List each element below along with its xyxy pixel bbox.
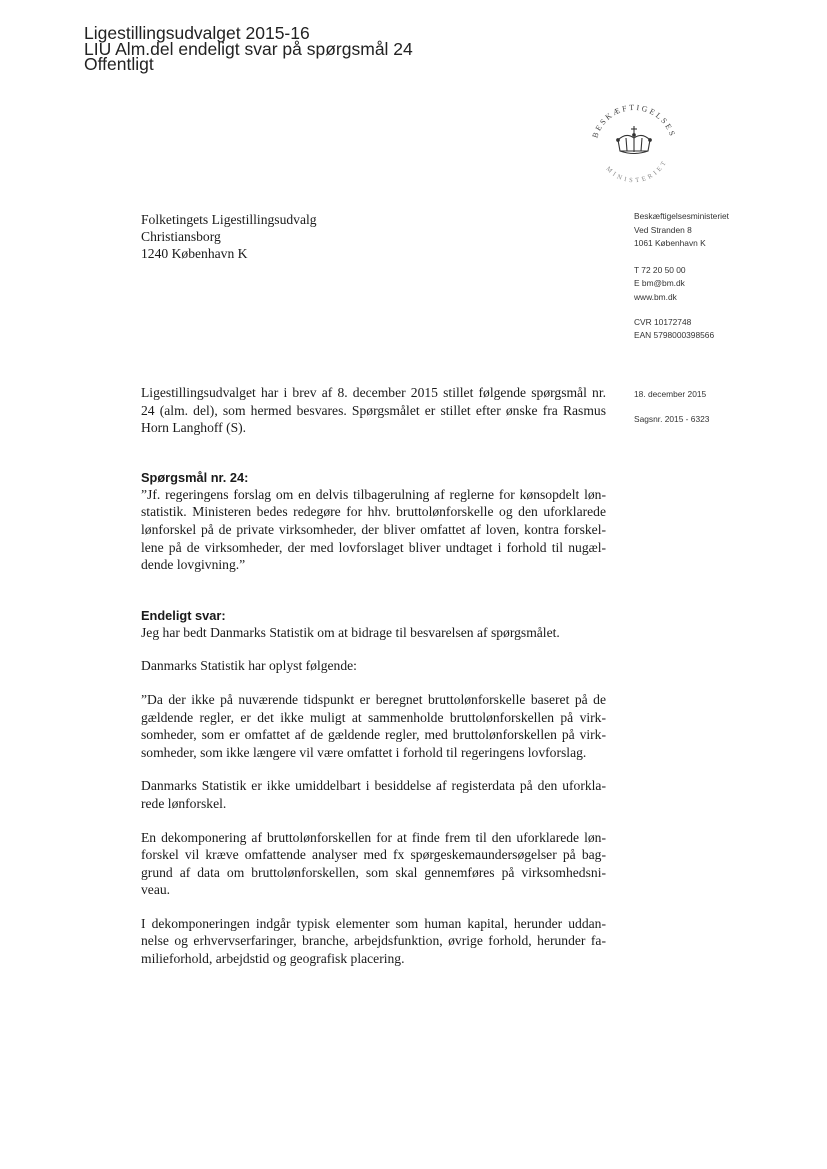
answer-line: forskel vil kræve omfattende analyser med fx spørgeskemaundersøgelser på bag- <box>141 847 606 863</box>
sender-ministry: Beskæftigelsesministeriet <box>634 211 729 221</box>
question-line: statistik. Ministeren bedes redegøre for hhv. bruttolønforskelle og den uforklarede <box>141 504 606 520</box>
question-block <box>141 469 606 574</box>
crown-seal-icon <box>582 96 686 186</box>
answer-paragraph-3 <box>141 691 606 761</box>
recipient-building: Christiansborg <box>141 229 221 244</box>
letter-date: 18. december 2015 <box>634 389 707 399</box>
answer-line: somheder, som er omfattet af de gældende regler, med bruttolønforskellen på virk- <box>141 727 606 743</box>
sender-street: Ved Stranden 8 <box>634 224 692 235</box>
answer-line: rede lønforskel. <box>141 795 227 811</box>
answer-line: somheder, som ikke længere vil være omfattet i forhold til regeringens lovforslag. <box>141 744 587 760</box>
question-line: lønforskel på de private virksomheder, der bliver omfattet af loven, kontra forskel- <box>141 521 606 537</box>
answer-paragraph-2: Danmarks Statistik har oplyst følgende: <box>141 658 357 674</box>
sender-cvr: CVR 10172748 <box>634 316 692 327</box>
question-line: dende lovgivning.” <box>141 557 246 573</box>
intro-paragraph <box>141 384 606 437</box>
seal-bottom-text: MINISTERIET <box>604 157 670 185</box>
svg-text:MINISTERIET <box>604 158 669 184</box>
intro-line: Horn Langhoff (S). <box>141 420 247 436</box>
answer-line: En dekomponering af bruttolønforskellen for at finde frem til den uforklarede løn- <box>141 829 606 845</box>
answer-paragraph-4 <box>141 777 606 812</box>
parliament-stamp <box>84 23 413 74</box>
sender-web: www.bm.dk <box>634 291 677 302</box>
answer-line: veau. <box>141 882 171 898</box>
sender-ean: EAN 5798000398566 <box>634 330 715 341</box>
sender-info <box>634 210 729 343</box>
intro-line: 24 (alm. del), som hermed besvares. Spørgsmålet er stillet efter ønske fra Rasmus <box>141 402 606 418</box>
answer-line: nelse og erhvervserfaringer, branche, arbejdsfunktion, øvrige forhold, herunder fa- <box>141 933 606 949</box>
answer-heading: Endeligt svar: <box>141 607 226 623</box>
answer-line: Danmarks Statistik er ikke umiddelbart i besiddelse af registerdata på den uforkla- <box>141 778 606 794</box>
recipient-name: Folketingets Ligestillingsudvalg <box>141 212 317 227</box>
question-line: lene på de virksomheder, der med lovforslaget bliver undtaget i forhold til nugæl- <box>141 539 606 555</box>
sender-email: E bm@bm.dk <box>634 278 685 289</box>
letter-meta <box>634 388 709 426</box>
stamp-status: Offentligt <box>84 54 154 74</box>
intro-line: Ligestillingsudvalget har i brev af 8. december 2015 stillet følgende spørgsmål nr. <box>141 385 606 400</box>
question-heading: Spørgsmål nr. 24: <box>141 469 249 485</box>
case-number: Sagsnr. 2015 - 6323 <box>634 413 710 424</box>
letter-body <box>141 384 606 968</box>
answer-paragraph-6 <box>141 915 606 968</box>
answer-line: grund af data om bruttolønforskellen, som skal gennemføres på virksomhedsni- <box>141 864 606 880</box>
stamp-reference: LIU Alm.del endeligt svar på spørgsmål 24 <box>84 38 413 59</box>
crown-icon <box>617 126 652 154</box>
answer-paragraph-5 <box>141 829 606 899</box>
stamp-committee: Ligestillingsudvalget 2015-16 <box>84 23 310 43</box>
recipient-address <box>141 211 317 262</box>
recipient-city: 1240 København K <box>141 246 248 261</box>
seal-top-text: BESKÆFTIGELSES <box>590 102 678 140</box>
answer-paragraph-1: Jeg har bedt Danmarks Statistik om at bidrage til besvarelsen af spørgsmålet. <box>141 624 560 640</box>
answer-block <box>141 607 606 642</box>
sender-city: 1061 København K <box>634 238 706 249</box>
answer-line: gældende regler, er det ikke muligt at sammenholde bruttolønforskellen på virk- <box>141 709 606 725</box>
sender-phone: T 72 20 50 00 <box>634 264 686 275</box>
question-line: ”Jf. regeringens forslag om en delvis tilbagerulning af reglerne for kønsopdelt løn- <box>141 486 606 502</box>
answer-line: I dekomponeringen indgår typisk elementer som human kapital, herunder uddan- <box>141 915 606 931</box>
answer-line: milieforhold, arbejdstid og geografisk placering. <box>141 951 405 967</box>
answer-line: ”Da der ikke på nuværende tidspunkt er beregnet bruttolønforskelle baseret på de <box>141 691 606 707</box>
